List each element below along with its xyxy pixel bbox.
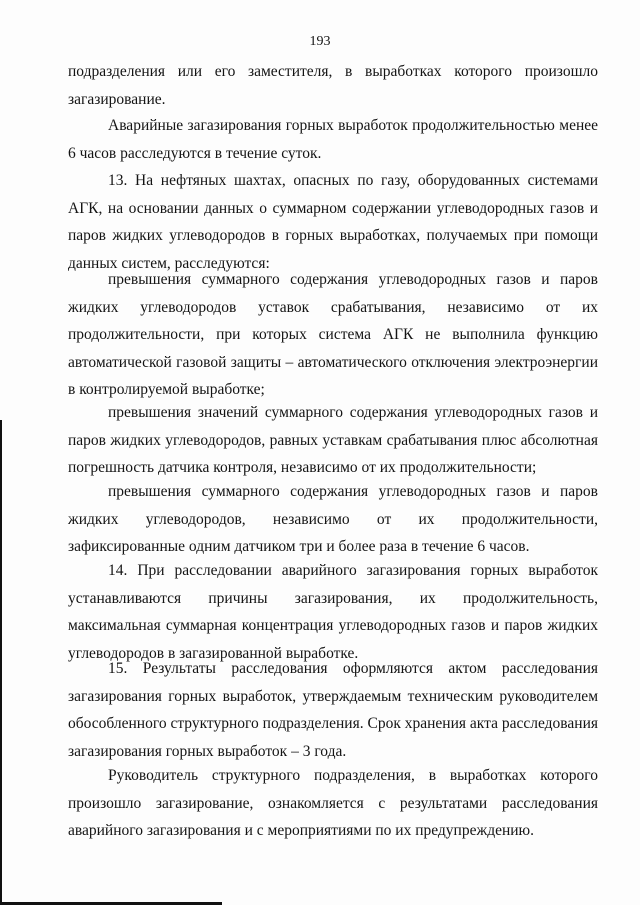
paragraph-13: 13. На нефтяных шахтах, опасных по газу, оборудованных системами АГК, на основании данных о суммарном содержании углеводородных газов и паров жидких углеводородов в горных выработках, получаемых при помощи данных систем, расследуются: bbox=[68, 172, 598, 272]
paragraph-supervisor: Руководитель структурного подразделения, в выработках которого произошло загазирование, ознакомляется с результатами расследования аварийного загазирования и с мероприятиями по их предупреждению. bbox=[68, 767, 598, 839]
paragraph-14: 14. При расследовании аварийного загазирования горных выработок устанавливаются причины загазирования, их продолжительность, максимальная суммарная концентрация углеводородных газов и паров жидких углеводородов в загазированной выработке. bbox=[68, 562, 598, 662]
paragraph-exceed-repeated: превышения суммарного содержания углеводородных газов и паров жидких углеводородов, независимо от их продолжительности, зафиксированные одним датчиком три и более раза в течение 6 часов. bbox=[68, 483, 598, 555]
page-number: 193 bbox=[309, 34, 331, 49]
paragraph-emergency-gassing: Аварийные загазирования горных выработок продолжительностью менее 6 часов расследуются в течение суток. bbox=[68, 117, 598, 162]
paragraph-15: 15. Результаты расследования оформляются актом расследования загазирования горных выработок, утверждаемым техническим руководителем обособленного структурного подразделения. Срок хранения акта расследования загазирования горных выработок – 3 года. bbox=[68, 660, 598, 760]
scan-left-edge bbox=[0, 420, 2, 905]
paragraph-exceed-setpoints: превышения суммарного содержания углеводородных газов и паров жидких углеводородов уставок срабатывания, независимо от их продолжительности, при которых система АГК не выполнила функцию автоматической газовой защиты – автоматического отключения электроэнергии в контролируемой выработке; bbox=[68, 271, 598, 398]
paragraph-continuation: подразделения или его заместителя, в выработках которого произошло загазирование. bbox=[68, 63, 598, 108]
paragraph-exceed-values: превышения значений суммарного содержания углеводородных газов и паров жидких углеводородов, равных уставкам срабатывания плюс абсолютная погрешность датчика контроля, независимо от их продолжительности; bbox=[68, 404, 598, 476]
